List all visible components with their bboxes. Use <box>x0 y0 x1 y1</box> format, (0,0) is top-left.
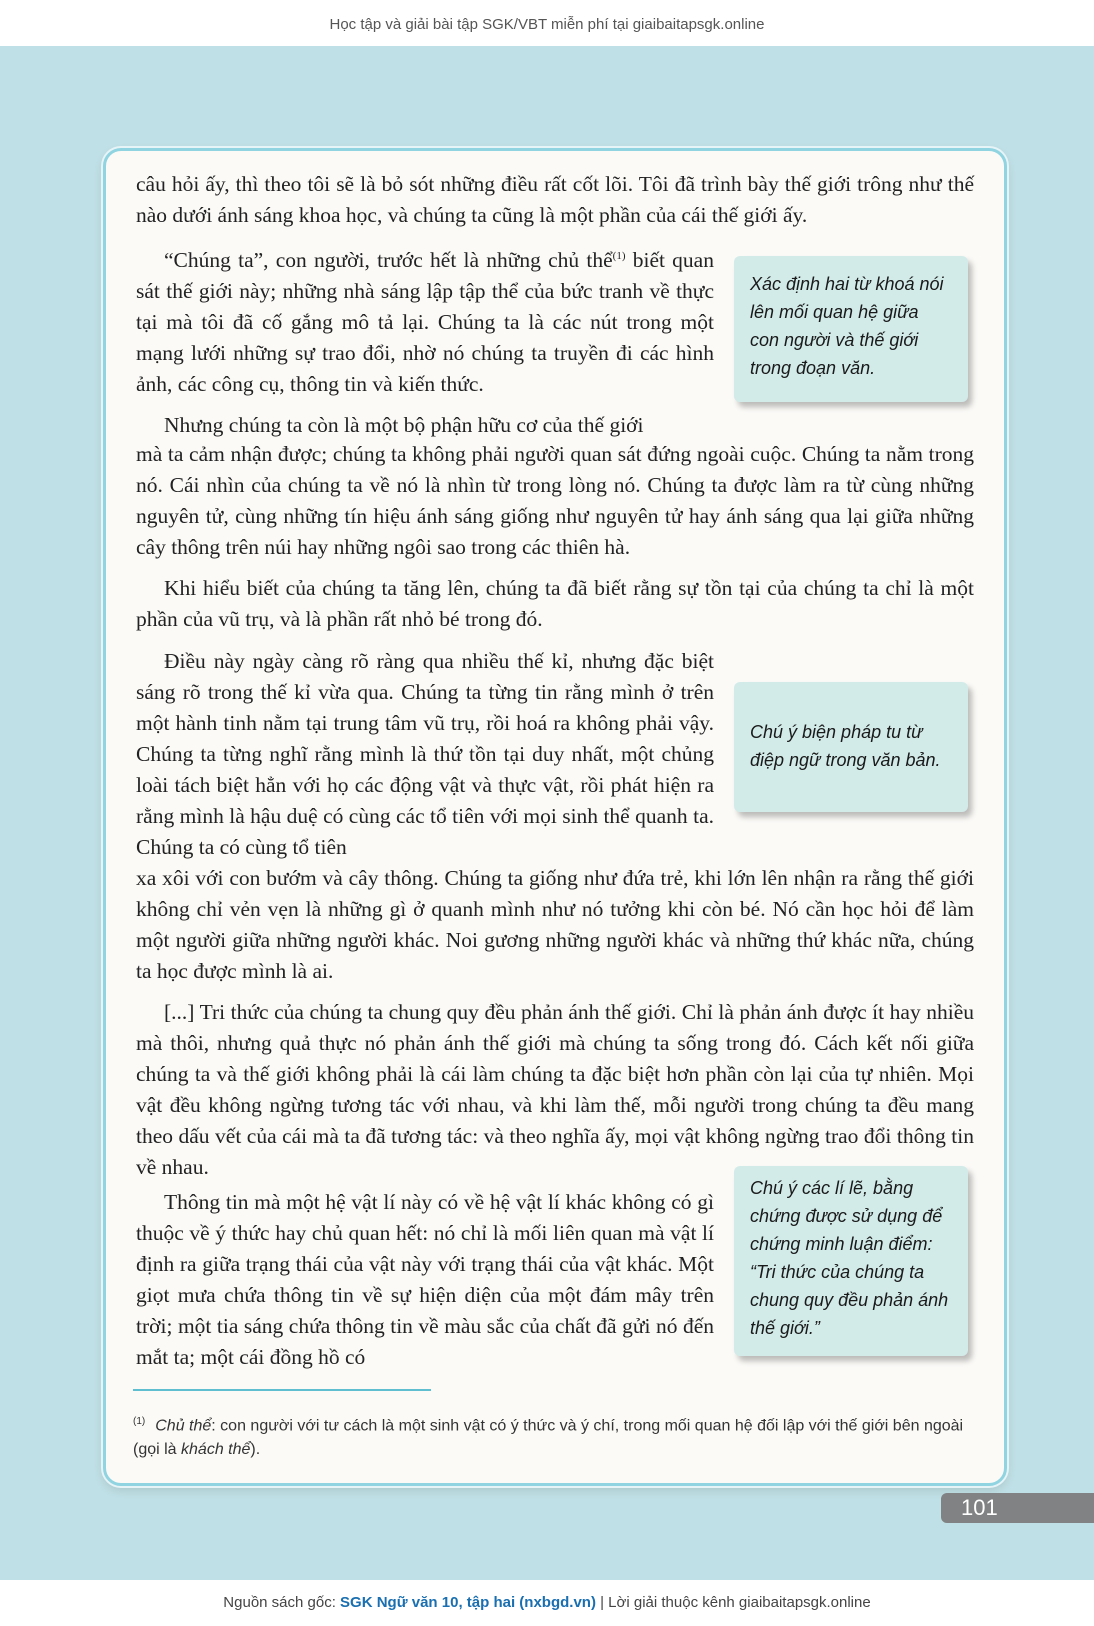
text-block-column-2 <box>136 646 714 863</box>
site-header-text: Học tập và giải bài tập SGK/VBT miễn phí tại giaibaitapsgk.online <box>329 16 765 33</box>
paragraph-2 <box>136 245 714 400</box>
text-block-full-1 <box>136 439 974 645</box>
site-header <box>0 0 1094 46</box>
footnote <box>133 1410 973 1462</box>
footer-suffix: | Lời giải thuộc kênh giaibaitapsgk.online <box>595 1594 871 1611</box>
side-note-rhetoric-text: Chú ý biện pháp tu từ điệp ngữ trong văn bản. <box>750 722 941 770</box>
text-block-full-2 <box>136 863 974 1193</box>
footer-source-link[interactable]: SGK Ngữ văn 10, tập hai (nxbgd.vn) <box>340 1594 596 1611</box>
footnote-ref: (1) <box>612 249 626 262</box>
paragraph-1: câu hỏi ấy, thì theo tôi sẽ là bỏ sót những điều rất cốt lõi. Tôi đã trình bày thế giới trông như thế nào dưới ánh sáng khoa học, và chúng ta cũng là một phần của cái thế giới ấy. <box>136 172 974 227</box>
side-note-keywords <box>734 256 968 402</box>
footnote-mark: (1) <box>133 1416 146 1427</box>
footnote-term: Chủ thể <box>155 1417 212 1435</box>
source-footer <box>0 1580 1094 1626</box>
paragraph-2-rest: biết quan sát thế giới này; những nhà sáng lập tập thể của bức tranh về thực tại mà tôi đã cố gắng mô tả lại. Chúng ta là các nút trong một mạng lưới những sự trao đổi, nhờ nó chúng ta truyền đi các hình ảnh, các công cụ, thông tin và kiến thức. <box>136 248 714 396</box>
side-note-evidence-text: Chú ý các lí lẽ, bằng chứng được sử dụng để chứng minh luận điểm: “Tri thức của chúng ta chung quy đều phản ánh thế giới.” <box>750 1178 949 1338</box>
paragraph-3-start: Nhưng chúng ta còn là một bộ phận hữu cơ của thế giới <box>164 413 644 437</box>
footnote-text-b: ). <box>250 1441 261 1459</box>
paragraph-6: [...] Tri thức của chúng ta chung quy đều phản ánh thế giới. Chỉ là phản ánh được ít hay nhiều mà thôi, nhưng quả thực nó phản ánh thế giới mà chúng ta sống trong đó. Cách kết nối giữa chúng ta và thế giới không phải là cái làm chúng ta đặc biệt hơn phần còn lại của tự nhiên. Mọi vật đều không ngừng tương tác với nhau, và khi làm thế, mỗi người trong chúng ta đều mang theo dấu vết của cái mà ta đã tương tác: và theo nghĩa ấy, mọi vật không ngừng trao đổi thông tin về nhau. <box>136 1000 974 1179</box>
paragraph-5-start: Điều này ngày càng rõ ràng qua nhiều thế kỉ, nhưng đặc biệt sáng rõ trong thế kỉ vừa qua. Chúng ta từng tin rằng mình ở trên một hành tinh nằm tại trung tâm vũ trụ, rồi hoá ra không phải vậy. Chúng ta từng nghĩ rằng mình là thứ tồn tại duy nhất, một chủng loài tách biệt hẳn với họ các động vật và thực vật, rồi phát hiện ra rằng mình là hậu duệ có cùng các tổ tiên với mọi sinh thể quanh ta. Chúng ta có cùng tổ tiên <box>136 649 714 859</box>
text-block-intro <box>136 169 974 241</box>
page-number: 101 <box>941 1493 1094 1523</box>
side-note-rhetoric <box>734 682 968 812</box>
paragraph-2-start: “Chúng ta”, con người, trước hết là những chủ thể <box>164 248 613 272</box>
footer-prefix: Nguồn sách gốc: <box>223 1594 341 1611</box>
side-note-evidence <box>734 1166 968 1356</box>
side-note-keywords-text: Xác định hai từ khoá nói lên mối quan hệ giữa con người và thế giới trong đoạn văn. <box>750 274 944 378</box>
footnote-term-2: khách thể <box>181 1441 251 1459</box>
text-block-column-3 <box>136 1187 714 1383</box>
footnote-text-a: : con người với tư cách là một sinh vật có ý thức và ý chí, trong mối quan hệ đối lập với thế giới bên ngoài (gọi là <box>133 1417 964 1459</box>
paragraph-7: Thông tin mà một hệ vật lí này có về hệ vật lí khác không có gì thuộc về ý thức hay chủ quan hết: nó chỉ là mối liên quan mà vật lí định ra giữa trạng thái của vật này với trạng thái của vật khác. Một giọt mưa chứa thông tin về sự hiện diện của một đám mây trên trời; một tia sáng chứa thông tin về màu sắc của chất đã gửi nó đến mắt ta; một cái đồng hồ có <box>136 1190 714 1369</box>
footnote-divider <box>133 1389 431 1391</box>
paragraph-4: Khi hiểu biết của chúng ta tăng lên, chúng ta đã biết rằng sự tồn tại của chúng ta chỉ là một phần của vũ trụ, và là phần rất nhỏ bé trong đó. <box>136 576 974 631</box>
paragraph-5-rest: xa xôi với con bướm và cây thông. Chúng ta giống như đứa trẻ, khi lớn lên nhận ra rằng thế giới không chỉ vẻn vẹn là những gì ở quanh mình như nó tưởng khi còn bé. Nó cần học hỏi để làm một người giữa những người khác. Noi gương những người khác và những thứ khác nữa, chúng ta học được mình là ai. <box>136 866 974 983</box>
text-block-column-1 <box>136 245 714 441</box>
paragraph-3-rest: mà ta cảm nhận được; chúng ta không phải người quan sát đứng ngoài cuộc. Chúng ta nằm trong nó. Cái nhìn của chúng ta về nó là nhìn từ trong lòng nó. Chúng ta được làm ra từ cùng những nguyên tử, cùng những tín hiệu ánh sáng giống như nguyên tử hay ánh sáng qua lại giữa những cây thông trên núi hay những ngôi sao trong các thiên hà. <box>136 442 974 559</box>
